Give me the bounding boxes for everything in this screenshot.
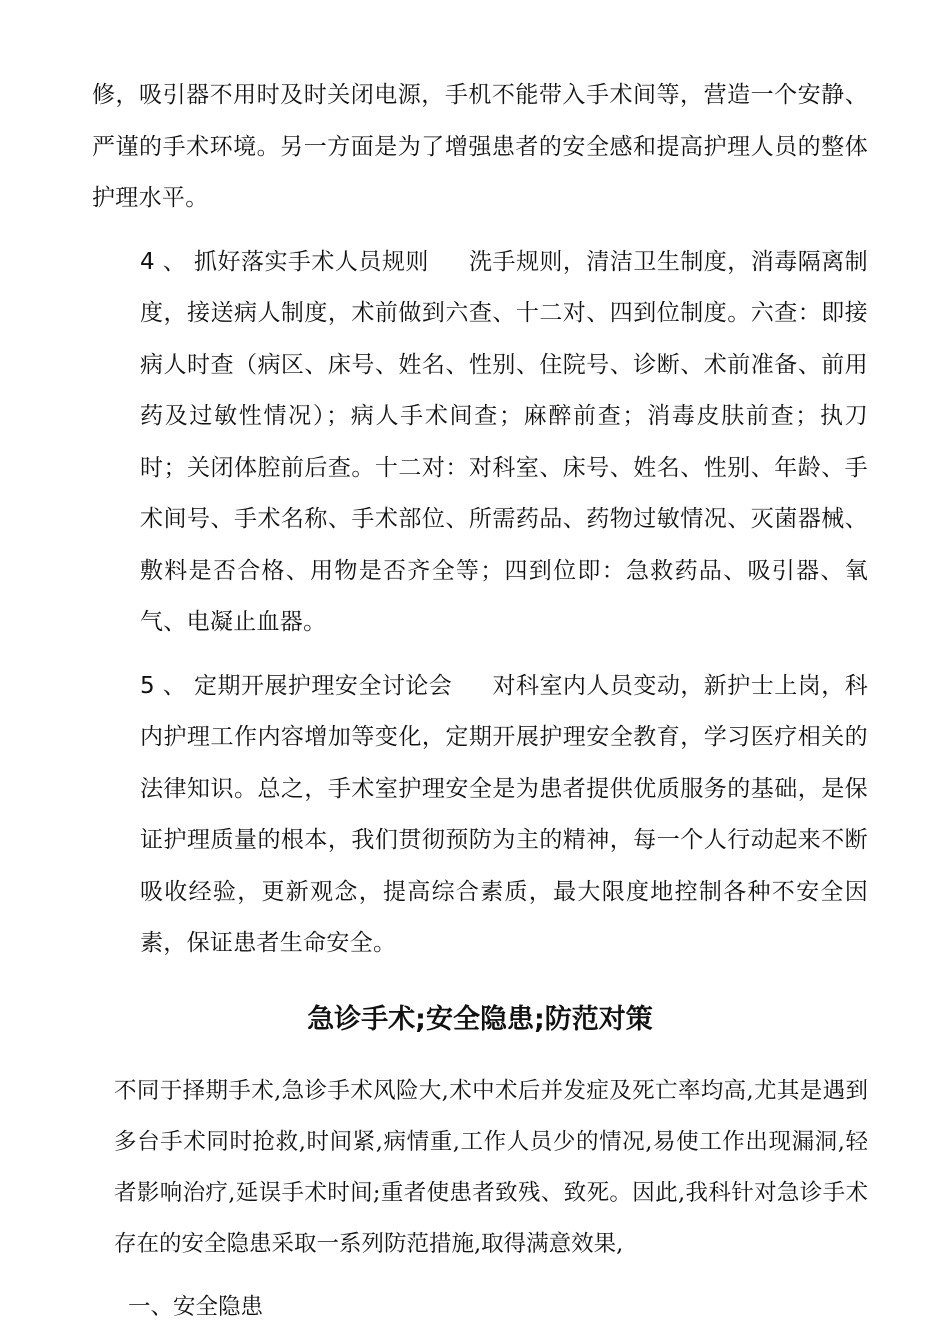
paragraph-rule-5-body: 对科室内人员变动，新护士上岗，科内护理工作内容增加等变化，定期开展护理安全教育，学习医疗相关的法律知识。总之，手术室护理安全是为患者提供优质服务的基础，是保证护理质量的根本，我们贯彻预防为主的精神，每一个人行动起来不断吸收经验，更新观念，提高综合素质，最大限度地控制各种不安全因素，保证患者生命安全。	[140, 672, 868, 956]
paragraph-rule-5	[92, 661, 868, 970]
section-intro: 不同于择期手术,急诊手术风险大,术中术后并发症及死亡率均高,尤其是遇到多台手术同时抢救,时间紧,病情重,工作人员少的情况,易使工作出现漏洞,轻者影响治疗,延误手术时间;重者使患者致残、致死。因此,我科针对急诊手术存在的安全隐患采取一系列防范措施,取得满意效果,	[114, 1077, 868, 1257]
document-page	[92, 70, 868, 1333]
paragraph-rule-4-heading: 4 、 抓好落实手术人员规则	[140, 248, 429, 275]
section-title: 急诊手术;安全隐患;防范对策	[307, 1003, 653, 1035]
paragraph-rule-4-body: 洗手规则，清洁卫生制度，消毒隔离制度，接送病人制度，术前做到六查、十二对、四到位制度。六查：即接病人时查（病区、床号、姓名、性别、住院号、诊断、术前准备、前用药及过敏性情况）；病人手术间查；麻醉前查；消毒皮肤前查；执刀时；关闭体腔前后查。十二对：对科室、床号、姓名、性别、年龄、手术间号、手术名称、手术部位、所需药品、药物过敏情况、灭菌器械、敷料是否合格、用物是否齐全等；四到位即：急救药品、吸引器、氧气、电凝止血器。	[140, 248, 868, 635]
paragraph-rule-5-heading: 5 、 定期开展护理安全讨论会	[140, 672, 453, 699]
paragraph-continuation: 修，吸引器不用时及时关闭电源，手机不能带入手术间等，营造一个安静、严谨的手术环境。另一方面是为了增强患者的安全感和提高护理人员的整体护理水平。	[92, 82, 868, 211]
subheading-safety-hazards: 一、安全隐患	[128, 1293, 264, 1320]
paragraph-rule-4	[92, 237, 868, 649]
